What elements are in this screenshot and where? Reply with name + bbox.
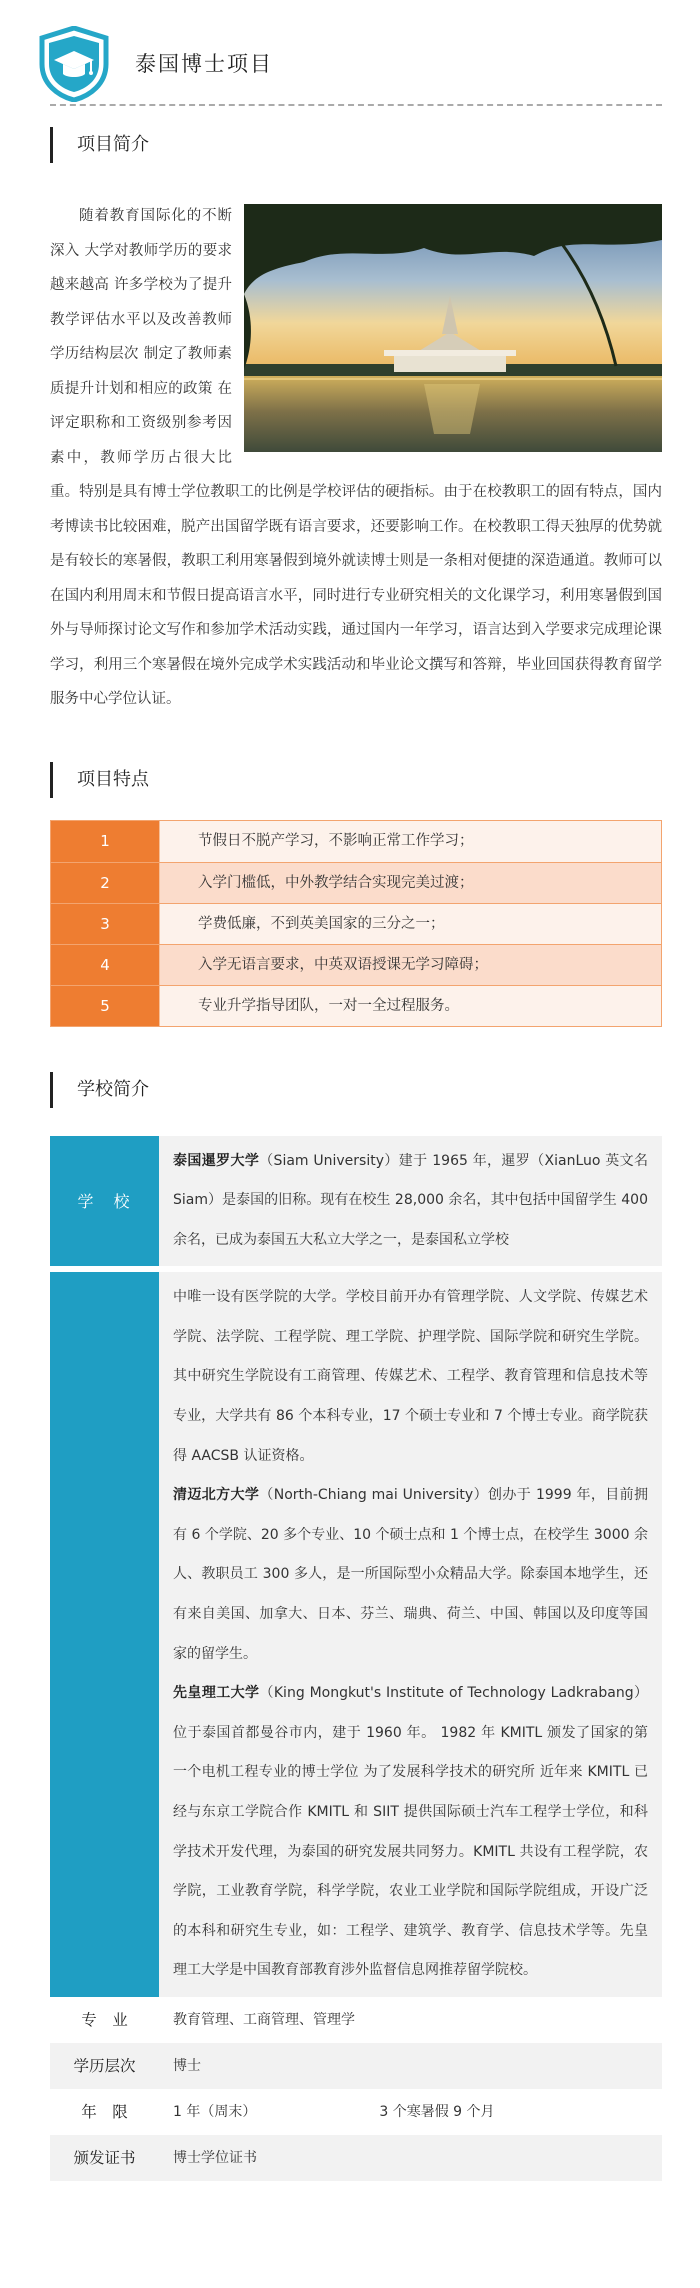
info-label: 颁发证书 [50, 2135, 159, 2181]
school-row-continued [50, 1272, 662, 1997]
school-name-cmnu: 清迈北方大学 [173, 1487, 260, 1504]
info-label: 年 限 [81, 2102, 128, 2121]
school-desc-siam-2: 中唯一设有医学院的大学。学校目前开办有管理学院、人文学院、传媒艺术学院、法学院、工程学院、理工学院、护理学院、国际学院和研究生学院。其中研究生学院设有工商管理、传媒艺术、工程学、教育管理和信息技术等专业，大学共有 86 个本科专业，17 个硕士专业和 7 个博士专业。商学院获得 AACSB 认证资格。 [173, 1289, 648, 1464]
intro-section [50, 199, 662, 717]
table-row [51, 821, 661, 862]
table-row [51, 862, 661, 903]
intro-paragraph: 随着教育国际化的不断深入 大学对教师学历的要求越来越高 许多学校为了提升教学评估水平以及改善教师学历结构层次 制定了教师素质提升计划和相应的政策 在评定职称和工资级别参考因素中，教师学历占很大比重。特别是具有博士学位教职工的比例是学校评估的硬指标。由于在校教职工的固有特点，国内考博读书比较困难，脱产出国留学既有语言要求，还要影响工作。在校教职工得天独厚的优势就是有较长的寒暑假，教职工利用寒暑假到境外就读博士则是一条相对便捷的深造通道。教师可以在国内利用周末和节假日提高语言水平，同时进行专业研究相关的文化课学习，利用寒暑假到国外与导师探讨论文写作和参加学术活动实践，通过国内一年学习，语言达到入学要求完成理论课学习，利用三个寒暑假在境外完成学术实践活动和毕业论文撰写和答辩，毕业回国获得教育留学服务中心学位认证。 [50, 208, 662, 707]
table-row [51, 944, 661, 985]
features-table [50, 820, 662, 1027]
info-row-degree [50, 2043, 662, 2089]
feature-number: 5 [51, 986, 160, 1026]
shield-graduation-cap-icon [38, 26, 110, 102]
feature-number: 4 [51, 945, 160, 985]
school-desc-cmnu: （North-Chiang mai University）创办于 1999 年，目前拥有 6 个学院、20 多个专业、10 个硕士点和 1 个博士点，在校学生 3000 余人、教职员工 300 多人，是一所国际型小众精品大学。除泰国本地学生，还有来自美国、加拿大、日本、芬兰、瑞典、荷兰、中国、韩国以及印度等国家的留学生。 [173, 1487, 648, 1662]
section-title-features: 项目特点 [50, 762, 700, 798]
page-header [0, 0, 700, 105]
feature-number: 2 [51, 863, 160, 903]
info-row-major [50, 1997, 662, 2043]
table-row [51, 985, 661, 1026]
feature-text: 节假日不脱产学习，不影响正常工作学习； [160, 821, 661, 862]
section-title-school: 学校简介 [50, 1072, 700, 1108]
info-row-duration [50, 2089, 662, 2135]
info-label: 学历层次 [50, 2043, 159, 2089]
school-name-kmitl: 先皇理工大学 [173, 1685, 260, 1702]
feature-text: 入学无语言要求，中英双语授课无学习障碍； [160, 945, 661, 985]
info-value: 博士学位证书 [159, 2135, 662, 2181]
info-value: 博士 [159, 2043, 662, 2089]
school-desc-siam-1: （Siam University）建于 1965 年，暹罗（XianLuo 英文名 Siam）是泰国的旧称。现有在校生 28,000 余名，其中包括中国留学生 400 余名，已成为泰国五大私立大学之一，是泰国私立学校 [173, 1152, 648, 1248]
info-label: 专 业 [81, 2010, 128, 2029]
feature-text: 入学门槛低，中外教学结合实现完美过渡； [160, 863, 661, 903]
school-name-siam: 泰国暹罗大学 [173, 1152, 260, 1169]
school-row-siam-part1 [50, 1136, 662, 1267]
page-title: 泰国博士项目 [135, 52, 273, 76]
feature-number: 3 [51, 904, 160, 944]
feature-text: 学费低廉，不到英美国家的三分之一； [160, 904, 661, 944]
lake-pavilion-photo [244, 204, 662, 452]
school-label-continued [50, 1272, 159, 1997]
table-row [51, 903, 661, 944]
info-value: 1 年（周末） 3 个寒暑假 9 个月 [159, 2089, 662, 2135]
info-value-secondary: 3 个寒暑假 9 个月 [379, 2103, 495, 2120]
feature-text: 专业升学指导团队，一对一全过程服务。 [160, 986, 661, 1026]
feature-number: 1 [51, 821, 160, 862]
school-text-siam [159, 1136, 662, 1267]
school-text-continued [159, 1272, 662, 1997]
section-title-intro: 项目简介 [50, 127, 700, 163]
info-row-certificate [50, 2135, 662, 2181]
school-label: 学校 [50, 1136, 159, 1267]
header-divider [50, 104, 662, 106]
info-value: 教育管理、工商管理、管理学 [173, 2011, 355, 2028]
school-table [50, 1136, 662, 2181]
school-desc-kmitl: （King Mongkut's Institute of Technology Ladkrabang）位于泰国首都曼谷市内，建于 1960 年。 1982 年 KMITL 颁发了国家的第一个电机工程专业的博士学位 为了发展科学技术的研究所 近年来 KMITL 已经与东京工学院合作 KMITL 和 SIIT 提供国际硕士汽车工程学士学位，和科学技术开发代理，为泰国的研究发展共同努力。KMITL 共设有工程学院，农学院，工业教育学院，科学学院，农业工业学院和国际学院组成，开设广泛的本科和研究生专业，如：工程学、建筑学、教育学、信息技术学等。先皇理工大学是中国教育部教育涉外监督信息网推荐留学院校。 [173, 1685, 649, 1979]
